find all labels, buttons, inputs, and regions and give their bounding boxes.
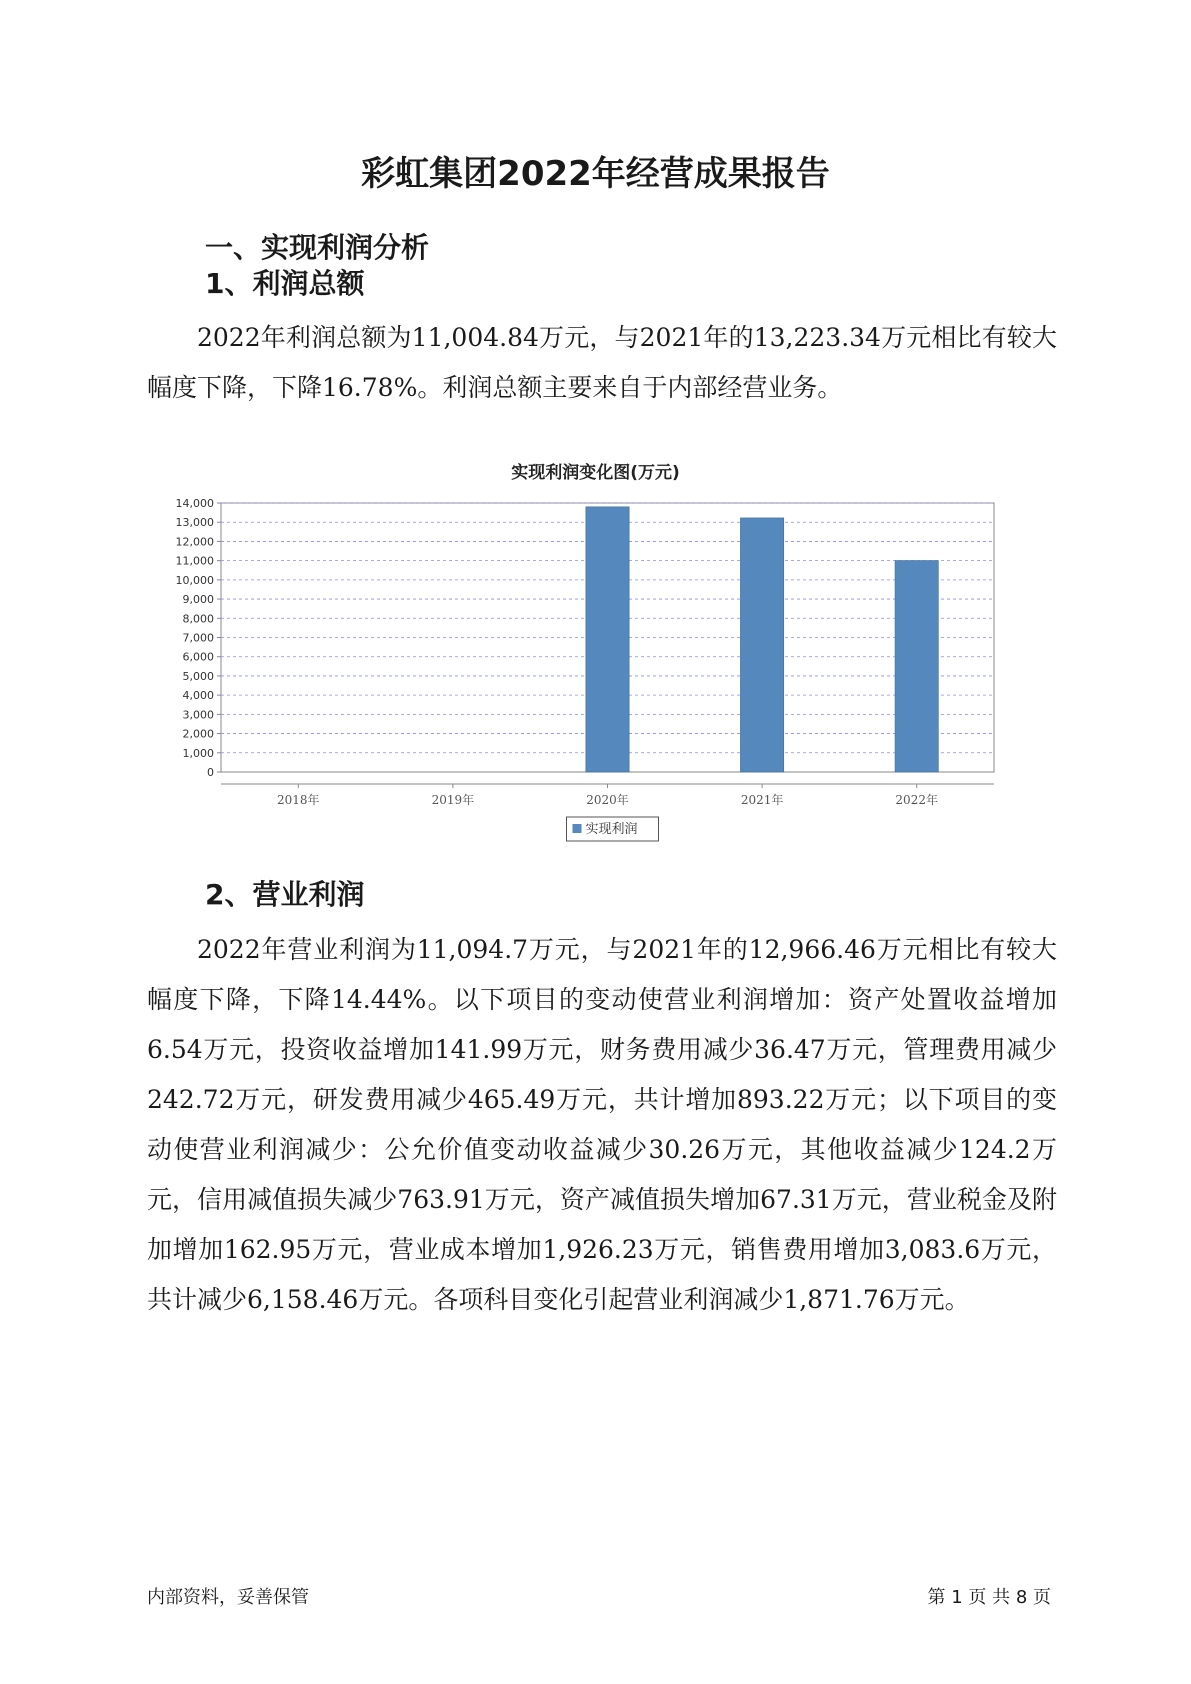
y-tick-label: 9,000 <box>182 593 214 607</box>
footer-page-number: 第 1 页 共 8 页 <box>927 1587 1051 1608</box>
operating-profit-paragraph: 2022年营业利润为11,094.7万元，与2021年的12,966.46万元相比有较大幅度下降，下降14.44%。以下项目的变动使营业利润增加：资产处置收益增加6.54万元，投资收益增加141.99万元，财务费用减少36.47万元，管理费用减少242.72万元，研发费用减少465.49万元，共计增加893.22万元；以下项目的变动使营业利润减少：公允价值变动收益减少30.26万元，其他收益减少124.2万元，信用减值损失减少763.91万元，资产减值损失增加67.31万元，营业税金及附加增加162.95万元，营业成本增加1,926.23万元，销售费用增加3,083.6万元，共计减少6,158.46万元。各项科目变化引起营业利润减少1,871.76万元。 <box>147 935 1057 1314</box>
bar-2021年 <box>740 518 783 772</box>
y-tick-label: 12,000 <box>175 535 214 549</box>
x-tick-label: 2018年 <box>277 793 320 807</box>
x-tick-label: 2021年 <box>740 793 784 807</box>
subsection-heading-total-profit: 1、利润总额 <box>205 267 365 300</box>
x-tick-label: 2019年 <box>431 793 475 807</box>
profit-bar-chart <box>160 490 1020 850</box>
section-heading-profit-analysis: 一、实现利润分析 <box>205 231 430 264</box>
legend-label: 实现利润 <box>585 822 638 837</box>
subsection-heading-operating-profit: 2、营业利润 <box>205 878 365 911</box>
bar-2020年 <box>586 507 629 772</box>
y-tick-label: 8,000 <box>182 612 214 626</box>
y-tick-label: 10,000 <box>175 573 214 587</box>
y-tick-label: 3,000 <box>182 708 214 722</box>
legend-swatch <box>573 824 582 833</box>
y-tick-label: 13,000 <box>175 516 214 530</box>
y-tick-label: 11,000 <box>175 554 214 568</box>
y-tick-label: 4,000 <box>182 689 214 703</box>
y-tick-label: 0 <box>207 766 214 779</box>
x-tick-label: 2020年 <box>586 793 629 807</box>
y-tick-label: 5,000 <box>182 669 214 683</box>
bar-2022年 <box>895 561 938 772</box>
y-tick-label: 14,000 <box>175 497 214 510</box>
y-tick-label: 1,000 <box>182 746 214 760</box>
y-tick-label: 2,000 <box>182 727 214 741</box>
y-tick-label: 7,000 <box>182 631 214 645</box>
document-title: 彩虹集团2022年经营成果报告 <box>361 154 830 194</box>
y-tick-label: 6,000 <box>182 650 214 664</box>
total-profit-paragraph: 2022年利润总额为11,004.84万元，与2021年的13,223.34万元相比有较大幅度下降，下降16.78%。利润总额主要来自于内部经营业务。 <box>147 323 1057 402</box>
chart-title: 实现利润变化图(万元) <box>511 463 680 483</box>
footer-confidential-note: 内部资料，妥善保管 <box>147 1587 309 1608</box>
x-tick-label: 2022年 <box>895 793 938 807</box>
